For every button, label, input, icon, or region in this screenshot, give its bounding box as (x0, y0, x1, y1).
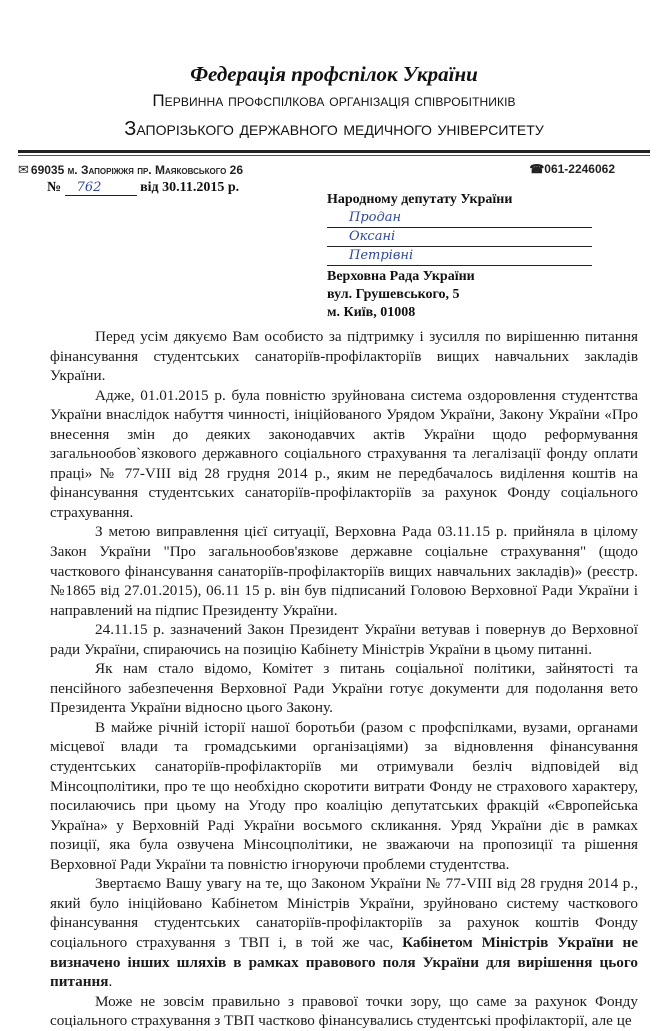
recipient-institution: Верховна Рада України (327, 269, 475, 284)
recipient-title: Народному депутату України (327, 192, 513, 207)
recipient-name: Оксані (327, 228, 592, 247)
paragraph-5: Як нам стало відомо, Комітет з питань соціальної політики, зайнятості та пенсійного забезпечення Верховної Ради України готує документи для подолання вето Президента України відносно цього Закону. (50, 660, 638, 717)
paragraph-2: Адже, 01.01.2015 р. була повністю зруйнована система оздоровлення студентства України внаслідок набуття чинності, ініційованого Урядом України, Закону України «Про внесення змін до деяких законодавчих актів України щодо реформування загальнообов`язкового державного соціального страхування та легалізації фонду оплати праці» № 77-VIII від 28 грудня 2014 р., яким не передбачалось виділення коштів на фінансування студентських санаторіїв-профілакторіїв за рахунок Фонду соціального страхування. (50, 386, 638, 521)
organization-title-line2: Запорізького державного медичного університету (124, 118, 544, 140)
paragraph-6: В майже річній історії нашої боротьби (разом с профспілками, вузами, органами місцевої влади та громадськими організаціями) за відновлення фінансування студентських санаторіїв-профілакторіїв ми отримували безліч відповідей від Мінсоцполітики, про те що необхідно скоротити витрати Фонду не страхового характеру, посилаючись при цьому на Угоду про коаліцію депутатських фракцій «Європейська Україна» у Верховній Раді України восьмого скликання. Уряд України діє в рамках позиції, яка була озвучена Мінсоцполітики, не зважаючи на пропозиції та рішення Верховної Ради України та повністю ігноруючи проблеми студентства. (50, 718, 638, 873)
org-phone (529, 162, 615, 176)
paragraph-8: Може не зовсім правильно з правової точки зору, що саме за рахунок Фонду соціального страхування з ТВП частково фінансувались студентські профілакторії, але це (50, 992, 638, 1030)
recipient-surname: Продан (327, 209, 592, 228)
paragraph-3: З метою виправлення цієї ситуації, Верховна Рада 03.11.15 р. прийняла в цілому Закон України "Про загальнообов'язкове державне соціальне страхування" (щодо часткового фінансування санаторіїв-профілакторіїв вищих навчальних закладів)» (реєстр. №1865 від 27.01.2015), 06.11 15 р. він був підписаний Головою Верховної Ради України і направлений на підпис Президенту України. (50, 523, 638, 619)
paragraph-7-end: . (108, 973, 113, 991)
federation-title: Федерація профспілок України (190, 62, 478, 86)
phone-text: 061-2246062 (544, 162, 615, 176)
address-text: 69035 м. Запоріжжя пр. Маяковського 26 (30, 163, 244, 177)
telephone-icon: ☎ (529, 162, 545, 176)
letterhead-divider-thin (18, 155, 650, 156)
recipient-city: м. Київ, 01008 (327, 305, 416, 320)
organization-title-line1: Первинна профспілкова організація співробітників (152, 91, 516, 110)
letter-date: від 30.11.2015 р. (140, 180, 240, 195)
recipient-block (327, 191, 592, 322)
handwritten-number: 762 (65, 181, 137, 196)
paragraph-1: Перед усім дякуємо Вам особисто за підтримку і зусилля по вирішенню питання фінансування студентських санаторіїв-профілакторіїв вищих навчальних закладів України. (50, 328, 638, 385)
paragraph-7-emphasis: Кабінетом Міністрів України не визначено інших шляхів в рамках правового поля України для вирішення цього питання (50, 933, 638, 991)
recipient-street: вул. Грушевського, 5 (327, 287, 460, 302)
envelope-icon: ✉ (18, 162, 29, 177)
paragraph-4: 24.11.15 р. зазначений Закон Президент України ветував і повернув до Верховної ради України, спираючись на позицію Кабінету Міністрів України в цьому питанні. (50, 621, 638, 658)
number-prefix: № (47, 180, 62, 195)
letter-body (50, 327, 638, 1031)
recipient-patronymic: Петрівні (327, 247, 592, 266)
org-address (18, 162, 243, 178)
paragraph-7-text: Звертаємо Вашу увагу на те, що Законом України № 77-VIII від 28 грудня 2014 р., який було ініційовано Кабінетом Міністрів України, зруйновано систему часткового фінансування студентських санаторіїв-профілакторіїв за рахунок коштів Фонду соціального страхування з ТВП і, в той же час, (50, 875, 638, 951)
paragraph-7 (50, 874, 638, 991)
letterhead-divider (18, 150, 650, 153)
outgoing-reference (47, 180, 239, 196)
